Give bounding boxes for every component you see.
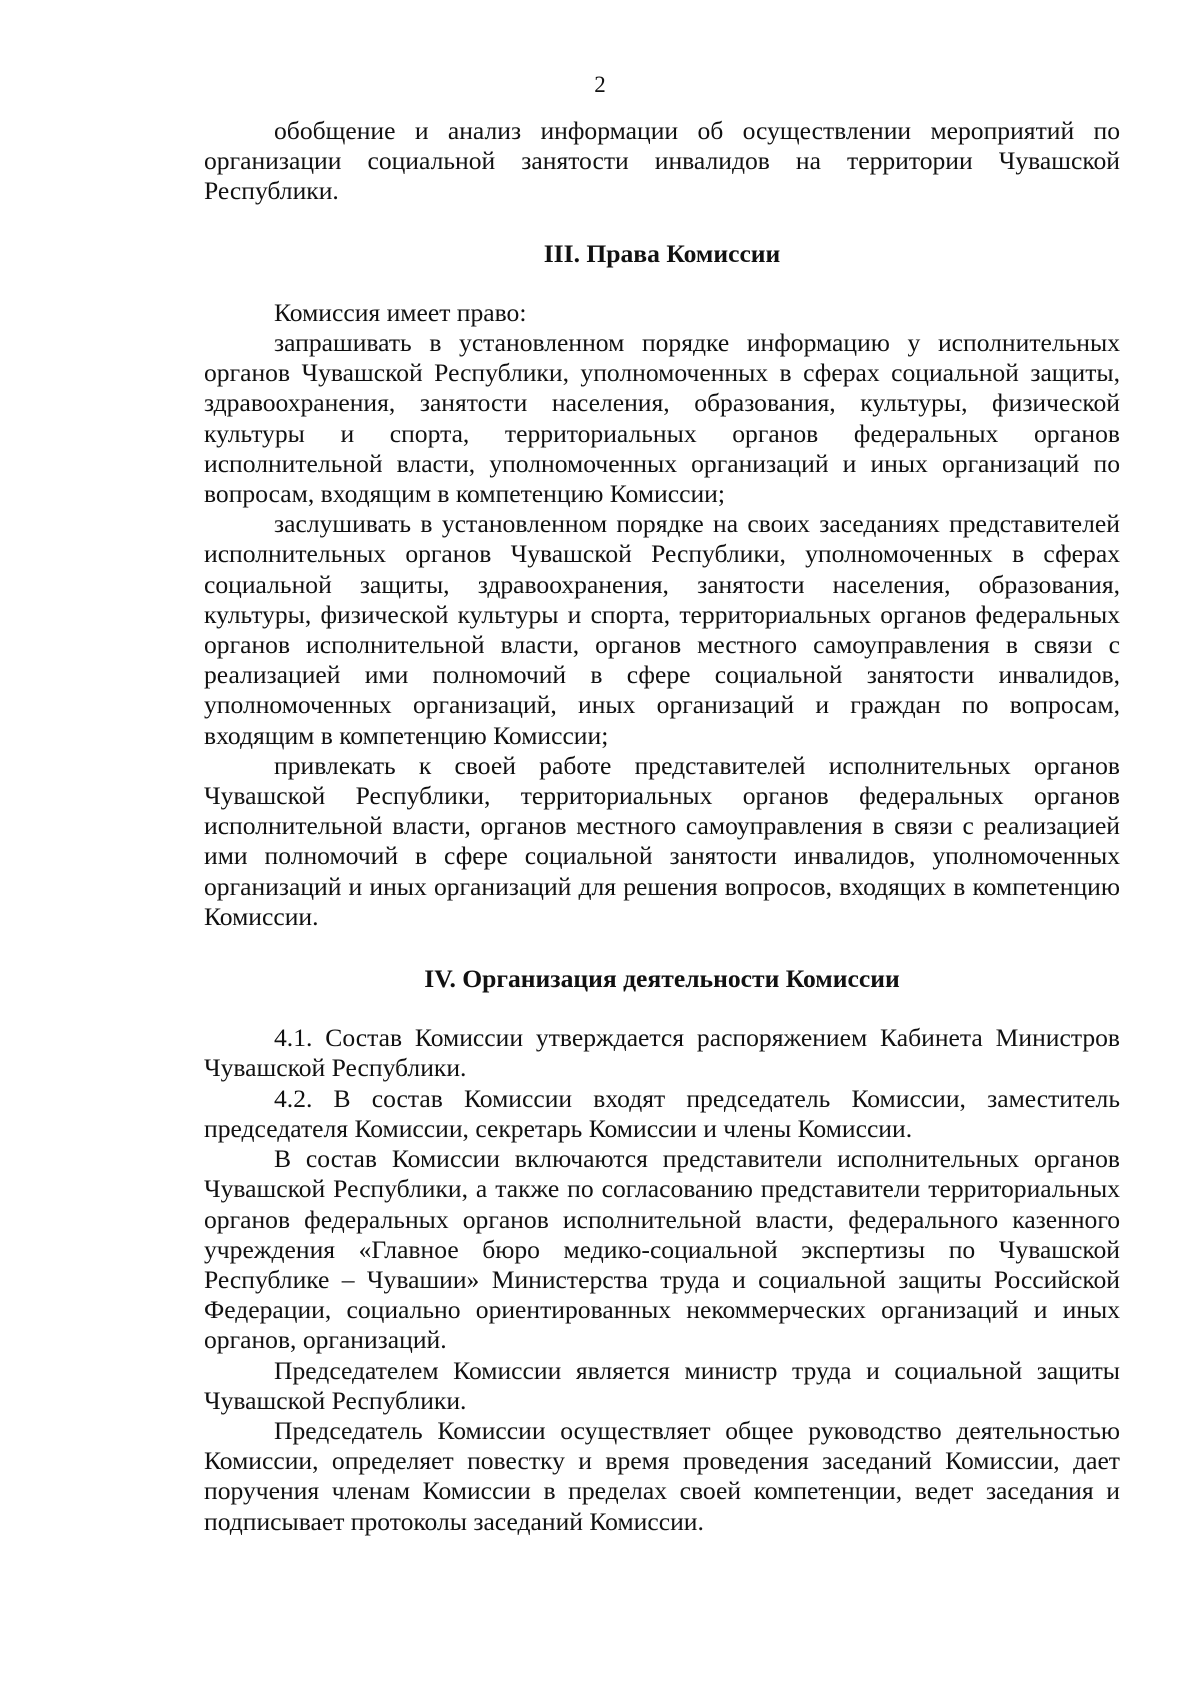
paragraph-rights-involve: привлекать к своей работе представителей исполнительных органов Чувашской Республики, территориальных органов федеральных органов исполнительной власти, органов местного самоуправления в связи с реализацией ими полномочий в сфере социальной занятости инвалидов, уполномоченных организаций и иных организаций для решения вопросов, входящих в компетенцию Комиссии. <box>204 750 1120 931</box>
paragraph-rights-hear: заслушивать в установленном порядке на своих заседаниях представителей исполнительных органов Чувашской Республики, уполномоченных в сферах социальной защиты, здравоохранения, занятости населения, образования, культуры, физической культуры и спорта, территориальных органов федеральных органов исполнительной власти, органов местного самоуправления в связи с реализацией ими полномочий в сфере социальной занятости инвалидов, уполномоченных организаций, иных организаций и граждан по вопросам, входящим в компетенцию Комиссии; <box>204 509 1120 750</box>
paragraph-composition: В состав Комиссии включаются представители исполнительных органов Чувашской Республики, а также по согласованию представители территориальных органов федеральных органов исполнительной власти, федерального казенного учреждения «Главное бюро медико-социальной экспертизы по Чувашской Республике – Чувашии» Министерства труда и социальной защиты Российской Федерации, социально ориентированных некоммерческих организаций и иных органов, организаций. <box>204 1144 1120 1355</box>
spacer <box>204 207 1120 239</box>
paragraph-chairman: Председателем Комиссии является министр труда и социальной защиты Чувашской Республики. <box>204 1355 1120 1415</box>
paragraph-intro: обобщение и анализ информации об осуществлении мероприятий по организации социальной занятости инвалидов на территории Чувашской Республики. <box>204 116 1120 206</box>
section-heading-rights: III. Права Комиссии <box>543 238 781 268</box>
spacer <box>204 269 1120 298</box>
paragraph-rights-request: запрашивать в установленном порядке информацию у исполнительных органов Чувашской Республики, уполномоченных в сферах социальной защиты, здравоохранения, занятости населения, образования, культуры, физической культуры и спорта, территориальных органов федеральных органов исполнительной власти, уполномоченных организаций и иных организаций по вопросам, входящим в компетенцию Комиссии; <box>204 328 1120 509</box>
paragraph-rights-lead: Комиссия имеет право: <box>274 297 527 327</box>
page-number: 2 <box>594 72 606 97</box>
paragraph-4-2: 4.2. В состав Комиссии входят председатель Комиссии, заместитель председателя Комиссии, секретарь Комиссии и члены Комиссии. <box>204 1083 1120 1143</box>
spacer <box>204 994 1120 1023</box>
document-body <box>204 116 1120 1537</box>
paragraph-chairman-duties: Председатель Комиссии осуществляет общее руководство деятельностью Комиссии, определяет повестку и время проведения заседаний Комиссии, дает поручения членам Комиссии в пределах своей компетенции, ведет заседания и подписывает протоколы заседаний Комиссии. <box>204 1415 1120 1536</box>
paragraph-4-1: 4.1. Состав Комиссии утверждается распоряжением Кабинета Министров Чувашской Республики. <box>204 1023 1120 1083</box>
section-heading-organization: IV. Организация деятельности Комиссии <box>424 964 900 994</box>
spacer <box>204 932 1120 964</box>
